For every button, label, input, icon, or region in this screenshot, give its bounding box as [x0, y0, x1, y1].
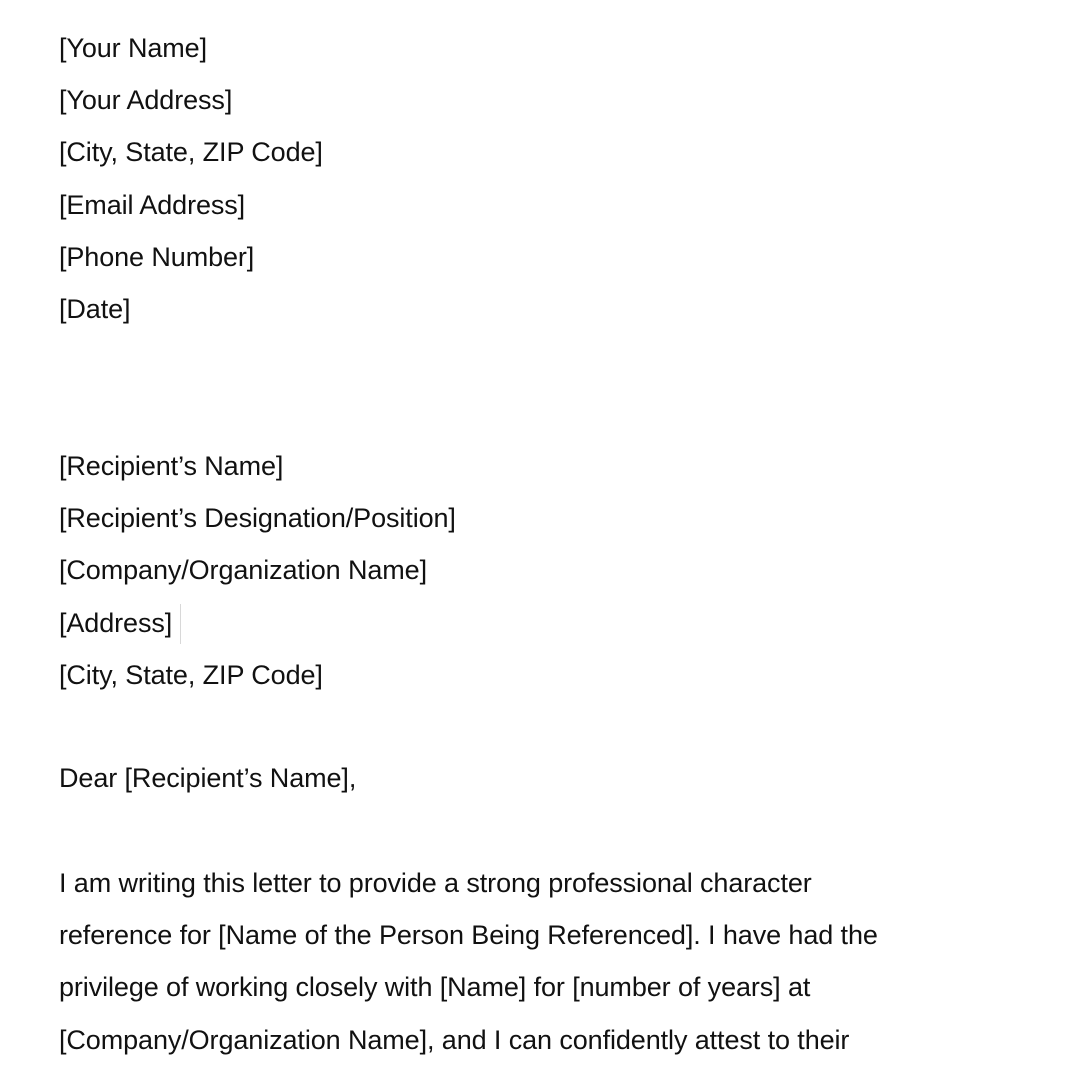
sender-city-state-zip[interactable]: [City, State, ZIP Code]: [59, 137, 323, 168]
text-cursor: [180, 604, 181, 644]
body-line[interactable]: privilege of working closely with [Name] for [number of years] at: [59, 972, 811, 1003]
recipient-address[interactable]: [Address]: [59, 607, 173, 638]
sender-phone[interactable]: [Phone Number]: [59, 241, 255, 272]
body-line[interactable]: [Company/Organization Name], and I can confidently attest to their: [59, 1024, 850, 1055]
recipient-designation[interactable]: [Recipient’s Designation/Position]: [59, 503, 456, 534]
recipient-block: [59, 440, 456, 701]
recipient-company[interactable]: [Company/Organization Name]: [59, 555, 427, 586]
recipient-name[interactable]: [Recipient’s Name]: [59, 451, 284, 481]
letter-date[interactable]: [Date]: [59, 294, 131, 325]
salutation[interactable]: Dear [Recipient’s Name],: [59, 763, 357, 793]
salutation-block: [59, 752, 356, 804]
sender-email[interactable]: [Email Address]: [59, 189, 246, 220]
sender-block: [59, 22, 323, 335]
recipient-city-state-zip[interactable]: [City, State, ZIP Code]: [59, 659, 323, 690]
recipient-address-line[interactable]: [59, 597, 456, 649]
body-paragraph: [59, 857, 878, 1066]
body-line[interactable]: I am writing this letter to provide a strong professional character: [59, 868, 812, 898]
sender-name[interactable]: [Your Name]: [59, 33, 207, 63]
body-line[interactable]: reference for [Name of the Person Being Referenced]. I have had the: [59, 920, 878, 951]
sender-address[interactable]: [Your Address]: [59, 85, 233, 116]
